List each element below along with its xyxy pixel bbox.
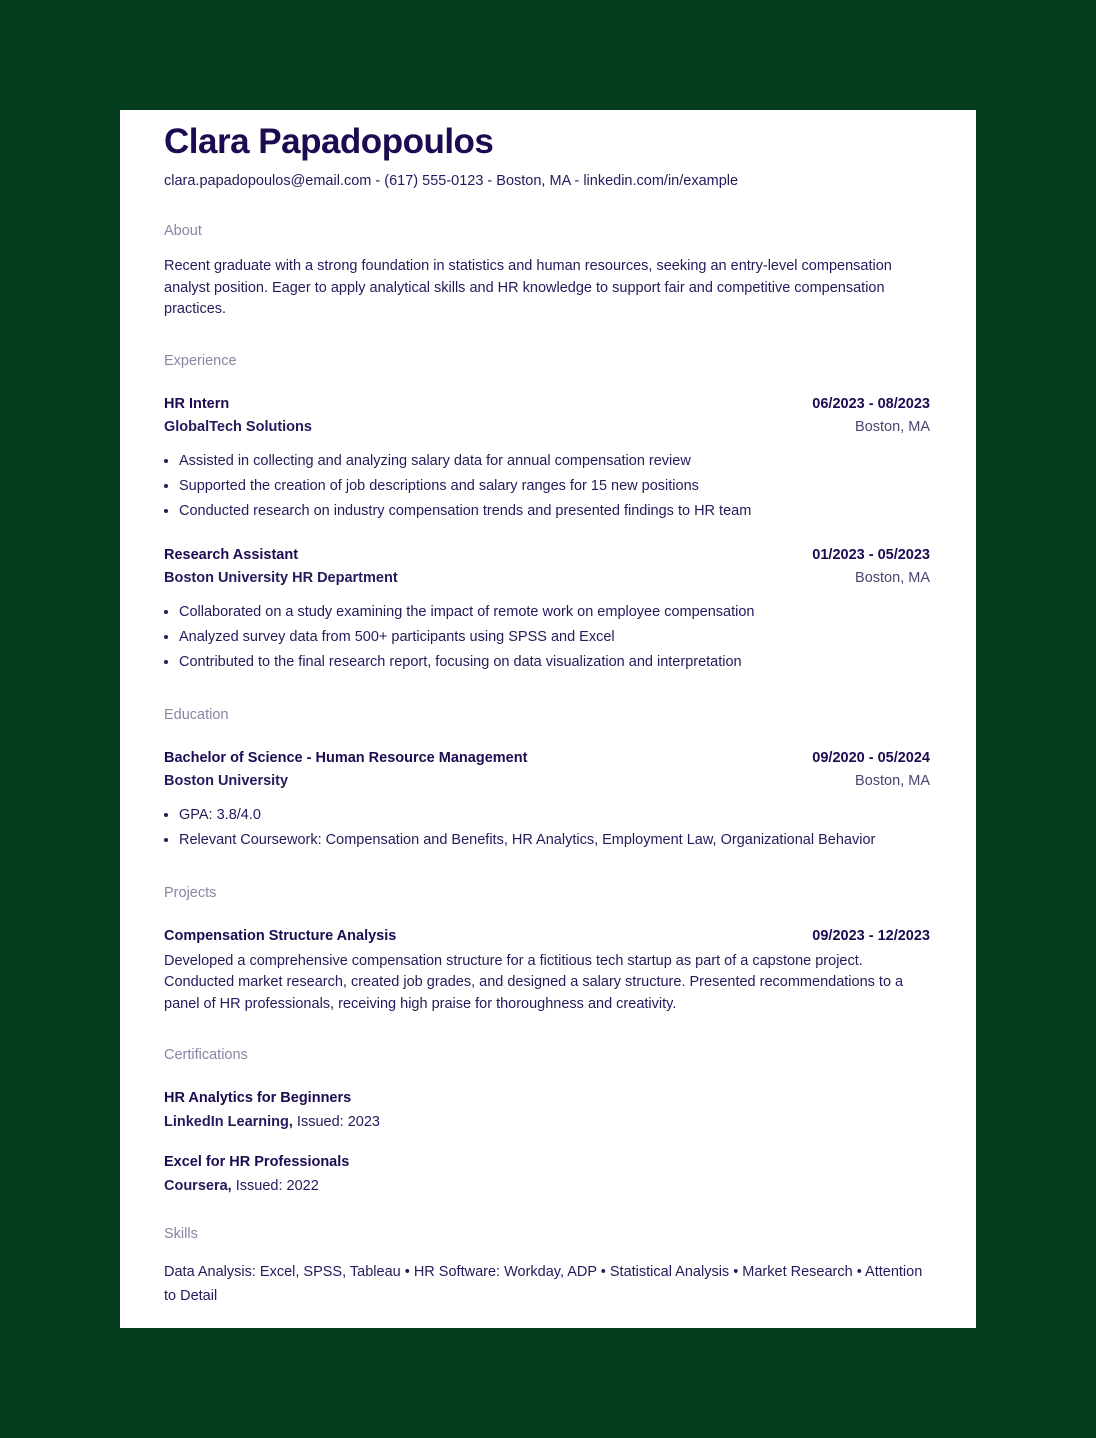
- list-item: • Relevant Coursework: Compensation and Benefits, HR Analytics, Employment Law, Organizational Behavior: [179, 828, 930, 853]
- certification-issued: Issued: 2023: [292, 1114, 380, 1130]
- school: Boston University: [164, 772, 289, 789]
- school-location: Boston, MA: [855, 772, 930, 789]
- degree: Bachelor of Science - Human Resource Management: [164, 749, 528, 766]
- certification-name: Excel for HR Professionals: [164, 1154, 350, 1170]
- list-item: • Analyzed survey data from 500+ participants using SPSS and Excel: [179, 625, 930, 650]
- list-item: • Assisted in collecting and analyzing salary data for annual compensation review: [179, 449, 930, 474]
- candidate-name: Clara Papadopoulos: [164, 122, 494, 161]
- job-bullets: [164, 600, 930, 675]
- education-entry: [164, 747, 930, 853]
- education-bullets: [164, 803, 930, 853]
- certifications-heading: Certifications: [164, 1047, 248, 1063]
- list-item: • Conducted research on industry compensation trends and presented findings to HR team: [179, 499, 930, 524]
- list-item: • Collaborated on a study examining the impact of remote work on employee compensation: [179, 600, 930, 625]
- certification-meta: [164, 1110, 930, 1134]
- employer: Boston University HR Department: [164, 569, 398, 586]
- list-item: • GPA: 3.8/4.0: [179, 803, 930, 828]
- job-bullets: [164, 449, 930, 524]
- experience-entry: [164, 393, 930, 524]
- resume-page: [120, 110, 976, 1328]
- job-dates: 01/2023 - 05/2023: [812, 546, 930, 563]
- skills-text: Data Analysis: Excel, SPSS, Tableau • HR Software: Workday, ADP • Statistical Analysis • Market Research • Attention to Detail: [164, 1264, 923, 1304]
- about-heading: About: [164, 223, 202, 239]
- experience-heading: Experience: [164, 352, 237, 369]
- job-location: Boston, MA: [855, 569, 930, 586]
- certification-issued: Issued: 2022: [231, 1178, 319, 1194]
- certification-entry: [164, 1087, 930, 1134]
- projects-heading: Projects: [164, 884, 217, 901]
- contact-line: clara.papadopoulos@email.com - (617) 555-0123 - Boston, MA - linkedin.com/in/example: [164, 173, 739, 189]
- project-description: Developed a comprehensive compensation structure for a fictitious tech startup as part of a capstone project. Conducted market research, created job grades, and designed a salary structure. Presented recommendations to a panel of HR professionals, receiving high praise for thoroughness and creativity.: [164, 952, 904, 1012]
- project-name: Compensation Structure Analysis: [164, 927, 397, 944]
- list-item: • Supported the creation of job descriptions and salary ranges for 15 new positions: [179, 474, 930, 499]
- employer: GlobalTech Solutions: [164, 418, 312, 435]
- job-title: Research Assistant: [164, 546, 299, 563]
- certification-meta: [164, 1174, 930, 1198]
- certification-issuer: Coursera,: [164, 1178, 232, 1194]
- job-dates: 06/2023 - 08/2023: [812, 395, 930, 412]
- education-dates: 09/2020 - 05/2024: [812, 749, 930, 766]
- certification-entry: [164, 1151, 930, 1198]
- list-item: • Contributed to the final research report, focusing on data visualization and interpretation: [179, 650, 930, 675]
- project-entry: [164, 925, 930, 1016]
- certification-issuer: LinkedIn Learning,: [164, 1114, 293, 1130]
- experience-entry: [164, 544, 930, 675]
- about-text: Recent graduate with a strong foundation in statistics and human resources, seeking an entry-level compensation analyst position. Eager to apply analytical skills and HR knowledge to support fair and competitive compensation practices.: [164, 258, 892, 317]
- project-dates: 09/2023 - 12/2023: [812, 927, 930, 944]
- job-location: Boston, MA: [855, 418, 930, 435]
- job-title: HR Intern: [164, 395, 230, 412]
- certification-name: HR Analytics for Beginners: [164, 1090, 352, 1106]
- education-heading: Education: [164, 706, 229, 723]
- skills-heading: Skills: [164, 1226, 198, 1242]
